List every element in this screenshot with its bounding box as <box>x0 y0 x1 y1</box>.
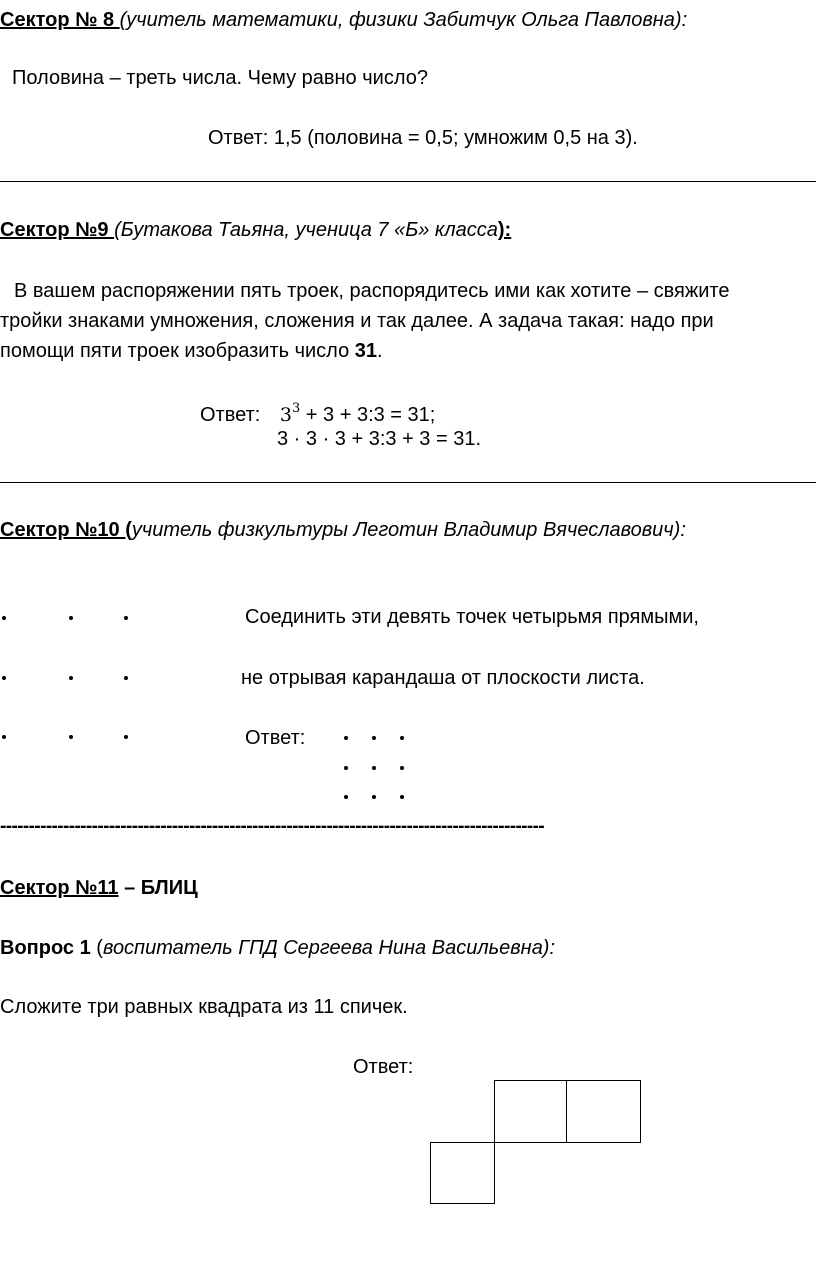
answer-dot <box>400 736 404 740</box>
answer-dot <box>344 795 348 799</box>
question-1-text: Сложите три равных квадрата из 11 спичек. <box>0 996 408 1018</box>
question-1-answer-label: Ответ: <box>353 1056 414 1078</box>
divider-line <box>0 181 816 182</box>
sector-9-closing: ): <box>497 219 512 241</box>
sector-8-heading <box>0 8 687 32</box>
sector-8-answer: Ответ: 1,5 (половина = 0,5; умножим 0,5 на 3). <box>208 127 638 149</box>
sector-9-heading <box>0 218 511 242</box>
sector-9-answer-line-2: 3 · 3 · 3 + 3:3 + 3 = 31. <box>277 428 482 450</box>
sector-9-title: Сектор №9 <box>0 219 115 241</box>
sector-11-title: Сектор №11 <box>0 877 119 899</box>
grid-dot <box>2 735 6 739</box>
answer-dot <box>372 766 376 770</box>
grid-dot <box>124 735 128 739</box>
sector-10-author: учитель физкультуры Леготин Владимир Вячеславович): <box>131 519 686 541</box>
sector-9-text-line-3: помощи пяти троек изобразить число 31. <box>0 340 383 362</box>
target-number: 31 <box>354 340 378 362</box>
answer-dot <box>344 766 348 770</box>
sector-9-text-line-1: В вашем распоряжении пять троек, распорядитесь ими как хотите – свяжите <box>14 280 730 302</box>
sector-9-author: (Бутакова Таьяна, ученица 7 «Б» класса <box>114 219 498 241</box>
sector-10-title: Сектор №10 ( <box>0 519 132 541</box>
sector-11-heading <box>0 876 198 900</box>
sector-9-answer-line-1 <box>200 397 435 427</box>
answer-dot <box>400 766 404 770</box>
sector-11-suffix: – БЛИЦ <box>118 877 198 899</box>
question-1-author: воспитатель ГПД Сергеева Нина Васильевна): <box>102 937 556 959</box>
grid-dot <box>124 676 128 680</box>
grid-dot <box>2 676 6 680</box>
grid-dot <box>2 616 6 620</box>
answer-dot <box>372 736 376 740</box>
sector-10-text-line-1: Соединить эти девять точек четырьмя прямыми, <box>245 606 699 628</box>
grid-dot <box>124 616 128 620</box>
grid-dot <box>69 616 73 620</box>
sector-10-answer-label: Ответ: <box>245 727 306 749</box>
answer-power-base: 3 <box>279 404 292 426</box>
answer-dot <box>400 795 404 799</box>
grid-dot <box>69 676 73 680</box>
question-1-label: Вопрос 1 <box>0 937 91 959</box>
match-square <box>494 1080 567 1143</box>
answer-dot <box>344 736 348 740</box>
answer-expression: + 3 + 3:3 = 31; <box>300 404 436 426</box>
divider-line <box>0 482 816 483</box>
answer-power-exponent: 3 <box>291 401 301 416</box>
dashed-divider: ----------------------------------------------------------------------------------------------- <box>0 816 545 837</box>
answer-label: Ответ: <box>200 404 261 426</box>
question-1-heading: Вопрос 1 (воспитатель ГПД Сергеева Нина Васильевна): <box>0 937 556 959</box>
grid-dot <box>69 735 73 739</box>
answer-dot <box>372 795 376 799</box>
sector-9-text-line-2: тройки знаками умножения, сложения и так далее. А задача такая: надо при <box>0 310 714 332</box>
match-square <box>430 1142 495 1204</box>
match-square <box>566 1080 641 1143</box>
sector-8-title: Сектор № 8 <box>0 9 120 31</box>
sector-8-question: Половина – треть числа. Чему равно число? <box>12 67 428 89</box>
sector-10-text-line-2: не отрывая карандаша от плоскости листа. <box>241 667 645 689</box>
sector-10-heading <box>0 518 686 542</box>
sector-8-author: (учитель математики, физики Забитчук Ольга Павловна): <box>119 9 688 31</box>
